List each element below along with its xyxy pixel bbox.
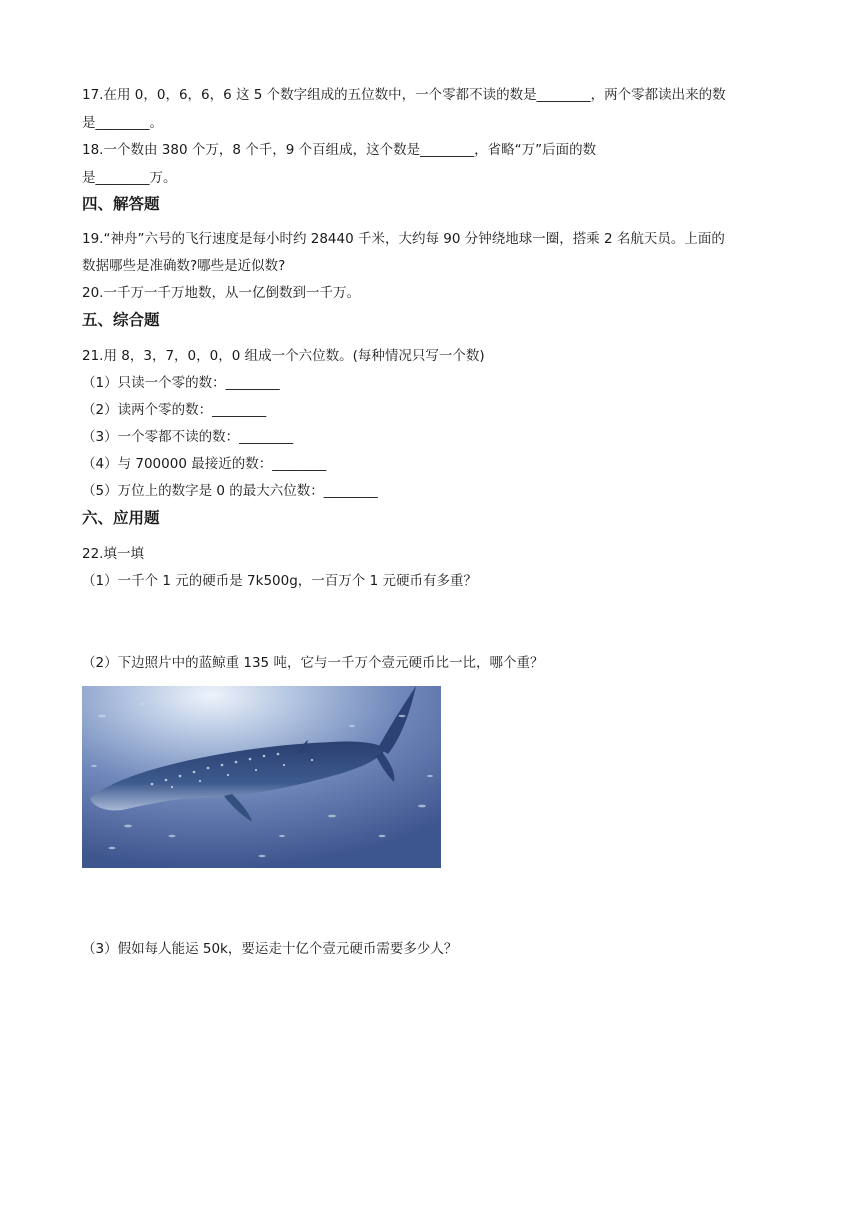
q21-stem: 21.用 8，3，7，0，0，0 组成一个六位数。(每种情况只写一个数) <box>82 348 485 364</box>
q21-item: （3）一个零都不读的数：________ <box>82 429 294 445</box>
q21-item: （5）万位上的数字是 0 的最大六位数：________ <box>82 483 378 499</box>
q20-line: 20.一千万一千万地数，从一亿倒数到一千万。 <box>82 285 360 301</box>
q18-line-1: 18.一个数由 380 个万，8 个千，9 个百组成，这个数是________，省略“万”后面的数 <box>82 142 597 158</box>
q19-line-2: 数据哪些是准确数?哪些是近似数? <box>82 258 286 274</box>
q18-line-2: 是________万。 <box>82 170 177 186</box>
q22-stem: 22.填一填 <box>82 546 144 562</box>
q19-line-1: 19.“神舟”六号的飞行速度是每小时约 28440 千米，大约每 90 分钟绕地球一圈，搭乘 2 名航天员。上面的 <box>82 231 725 247</box>
q21-item: （2）读两个零的数：________ <box>82 402 267 418</box>
q22-part-1: （1）一千个 1 元的硬币是 7k500g，一百万个 1 元硬币有多重？ <box>82 573 477 589</box>
section-heading-4: 四、解答题 <box>82 195 160 213</box>
section-heading-5: 五、综合题 <box>82 311 160 329</box>
q22-part-3: （3）假如每人能运 50k，要运走十亿个壹元硬币需要多少人？ <box>82 941 458 957</box>
q21-item: （4）与 700000 最接近的数：________ <box>82 456 327 472</box>
whale-photo <box>82 686 441 868</box>
q17-line-2: 是________。 <box>82 115 163 131</box>
q17-line-1: 17.在用 0，0，6，6，6 这 5 个数字组成的五位数中，一个零都不读的数是________，两个零都读出来的数 <box>82 87 726 103</box>
section-heading-6: 六、应用题 <box>82 509 160 527</box>
q22-part-2: （2）下边照片中的蓝鲸重 135 吨，它与一千万个壹元硬币比一比，哪个重？ <box>82 655 544 671</box>
q21-item: （1）只读一个零的数：________ <box>82 375 280 391</box>
